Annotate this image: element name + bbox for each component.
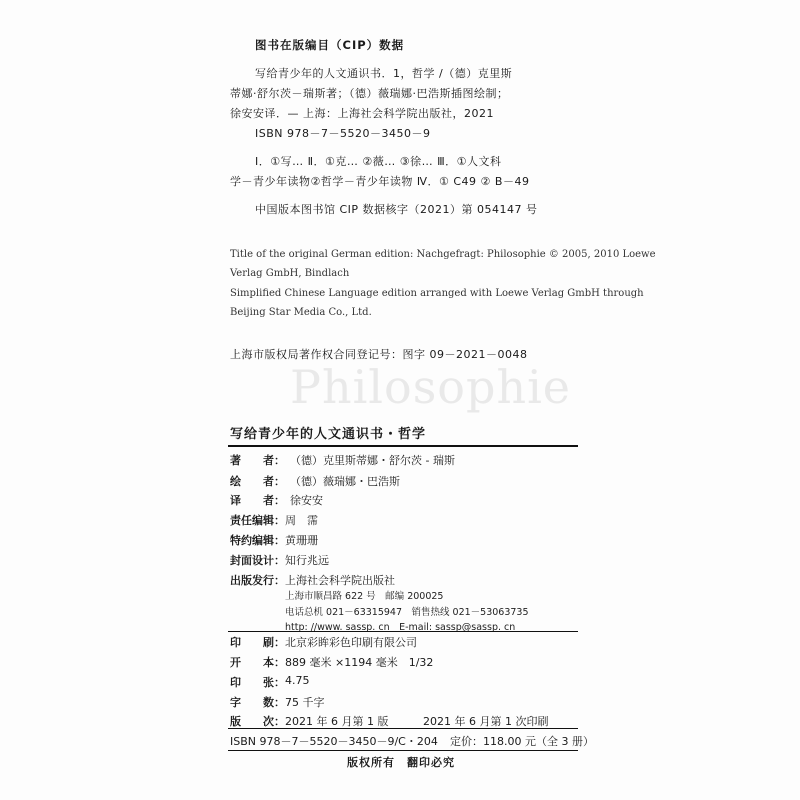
cip-entry-line: 写给青少年的人文通识书．1，哲学 /（德）克里斯 <box>255 67 513 80</box>
copyright-registration: 上海市版权局著作权合同登记号：图字 09－2021－0048 <box>230 348 528 361</box>
credit-translator: 徐安安 <box>290 494 323 507</box>
publisher-label: 出版发行： <box>230 574 285 587</box>
publisher-name: 上海社会科学院出版社 <box>285 574 395 587</box>
no-piracy: 翻印必究 <box>407 756 455 769</box>
cip-subject-line: 学－青少年读物②哲学－青少年读物 Ⅳ．① C49 ② B－49 <box>230 175 530 188</box>
title-rule <box>228 445 578 447</box>
original-title-line: Title of the original German edition: Nachgefragt: Philosophie © 2005, 2010 Loewe <box>230 249 656 260</box>
rights-notice <box>347 754 455 770</box>
spec-format: 889 毫米 ×1194 毫米 1/32 <box>285 656 434 669</box>
price: 定价：118.00 元（全 3 册） <box>450 735 594 748</box>
credit-cover-design: 知行兆远 <box>285 554 329 567</box>
isbn-top-rule <box>228 728 578 729</box>
credit-label: 译 者： <box>230 494 285 507</box>
cip-heading: 图书在版编目（CIP）数据 <box>255 38 405 52</box>
spec-label: 印 张： <box>230 676 285 689</box>
cip-verification: 中国版本图书馆 CIP 数据核字（2021）第 054147 号 <box>255 203 538 216</box>
original-title-line: Verlag GmbH, Bindlach <box>230 268 350 279</box>
cip-entry-line: 徐安安译．— 上海：上海社会科学院出版社，2021 <box>230 107 494 120</box>
credit-editor: 周 霈 <box>285 514 318 527</box>
edition-label: 版 次： <box>230 715 285 728</box>
rights-arrangement-line: Simplified Chinese Language edition arranged with Loewe Verlag GmbH through <box>230 288 644 299</box>
credit-label: 封面设计： <box>230 554 285 567</box>
credit-label: 责任编辑： <box>230 514 285 527</box>
credit-label: 特约编辑： <box>230 534 285 547</box>
rights-reserved: 版权所有 <box>347 756 395 769</box>
publisher-rule <box>228 631 578 632</box>
watermark-text: Philosophie <box>290 360 572 414</box>
spec-word-count: 75 千字 <box>285 696 325 709</box>
spec-sheets: 4.75 <box>285 674 310 687</box>
spec-label: 印 刷： <box>230 636 285 649</box>
cip-isbn-line: ISBN 978－7－5520－3450－9 <box>255 127 431 140</box>
credit-special-editor: 黄珊珊 <box>285 534 318 547</box>
publisher-address: 上海市顺昌路 622 号 邮编 200025 <box>285 591 444 602</box>
credit-label: 著 者： <box>230 454 285 467</box>
publisher-web: http: //www. sassp. cn E-mail: sassp@sassp. cn <box>285 622 516 633</box>
credit-label: 绘 者： <box>230 475 285 488</box>
cip-entry-line: 蒂娜·舒尔茨－瑞斯著；（德）薇瑞娜·巴浩斯插图绘制； <box>230 87 509 100</box>
publisher-phones: 电话总机 021－63315947 销售热线 021－53063735 <box>285 607 529 618</box>
credit-illustrator: （德）薇瑞娜・巴浩斯 <box>290 475 400 488</box>
isbn-bottom-rule <box>228 750 578 751</box>
rights-arrangement-line: Beijing Star Media Co., Ltd. <box>230 307 372 318</box>
book-title: 写给青少年的人文通识书・哲学 <box>230 427 427 442</box>
isbn-full: ISBN 978－7－5520－3450－9/C・204 <box>230 735 438 748</box>
spec-label: 字 数： <box>230 696 285 709</box>
edition-value: 2021 年 6 月第 1 版 <box>285 715 389 728</box>
cip-subject-line: Ⅰ．①写… Ⅱ．①克… ②薇… ③徐… Ⅲ．①人文科 <box>255 155 502 168</box>
credit-author: （德）克里斯蒂娜・舒尔茨 - 瑞斯 <box>290 454 455 467</box>
spec-label: 开 本： <box>230 656 285 669</box>
printing-value: 2021 年 6 月第 1 次印刷 <box>423 715 549 728</box>
spec-printer: 北京彩眸彩色印刷有限公司 <box>285 636 417 649</box>
